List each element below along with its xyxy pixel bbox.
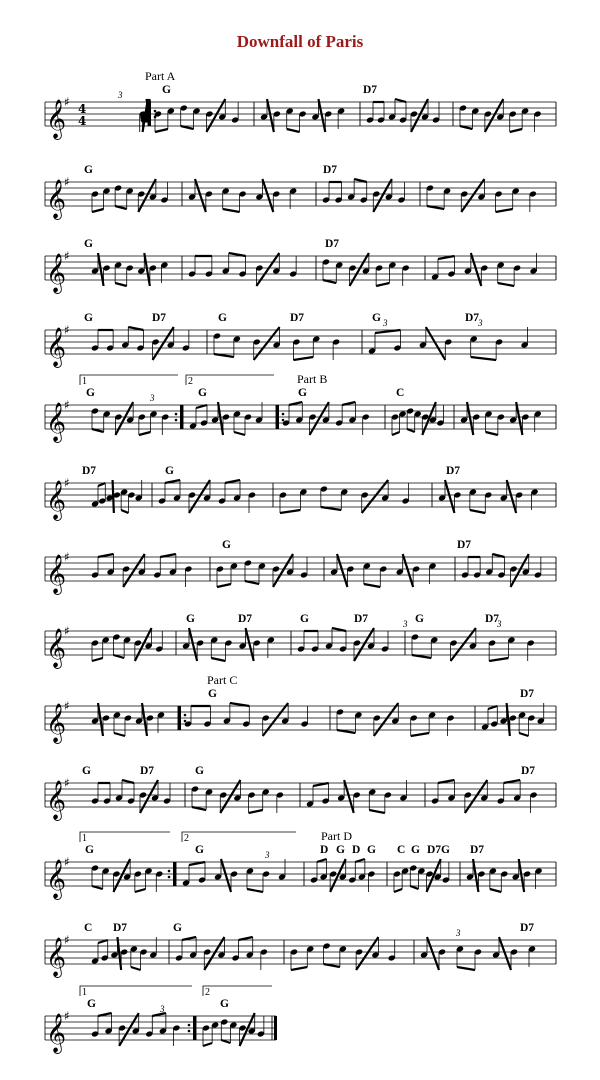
beam — [92, 429, 104, 432]
beam — [438, 256, 454, 259]
beam — [496, 209, 513, 212]
beam — [438, 780, 454, 783]
part-label: Part B — [297, 372, 328, 386]
repeat-bar — [173, 862, 176, 886]
beam — [189, 628, 197, 661]
key-sharp: ♯ — [64, 95, 70, 109]
beam — [490, 889, 501, 892]
tune-title: Downfall of Paris — [236, 32, 364, 51]
beam — [234, 432, 245, 435]
beam — [92, 209, 104, 212]
beam — [317, 859, 327, 862]
beam — [189, 862, 205, 865]
beam — [426, 327, 445, 360]
ending-number: 2 — [205, 987, 210, 998]
beam — [192, 807, 206, 810]
beam — [203, 1043, 212, 1046]
beam — [113, 480, 114, 513]
chord-symbol: G — [198, 387, 207, 399]
treble-clef: 𝄞 — [46, 780, 67, 820]
repeat-dot — [282, 413, 285, 416]
treble-clef: 𝄞 — [46, 179, 67, 219]
beam — [427, 206, 444, 209]
key-sharp: ♯ — [64, 476, 70, 490]
chord-symbol: D7 — [113, 922, 128, 934]
beam — [217, 584, 231, 587]
beam — [471, 357, 496, 360]
ending-bracket — [186, 375, 274, 385]
chord-symbol: G — [195, 765, 204, 777]
chord-symbol: D — [320, 844, 329, 856]
chord-symbol: G — [220, 998, 229, 1010]
beam — [149, 99, 150, 102]
beam — [470, 510, 485, 513]
beam — [337, 730, 355, 733]
beam — [289, 402, 302, 405]
part-label: Part D — [321, 829, 352, 843]
beam — [139, 432, 151, 435]
beam — [354, 179, 367, 182]
beam — [321, 507, 341, 510]
repeat-dot — [168, 870, 171, 873]
chord-symbol: D7 — [323, 164, 338, 176]
beam — [165, 480, 180, 483]
beam — [488, 706, 497, 709]
beam — [160, 554, 176, 557]
beam — [445, 480, 454, 513]
key-sharp: ♯ — [64, 175, 70, 189]
beam — [245, 581, 259, 584]
treble-clef: 𝄞 — [46, 859, 67, 899]
beam — [230, 703, 249, 706]
chord-symbol: G — [298, 387, 307, 399]
beam — [221, 859, 231, 892]
repeat-bar — [276, 405, 279, 429]
beam — [142, 703, 147, 736]
beam — [221, 1040, 230, 1043]
treble-clef: 𝄞 — [46, 253, 67, 293]
time-sig-top: 4 — [78, 102, 87, 116]
beam — [229, 253, 246, 256]
beam — [239, 937, 253, 940]
treble-clef: 𝄞 — [46, 703, 67, 743]
beam — [225, 480, 240, 483]
triplet-mark: 3 — [497, 619, 502, 629]
chord-symbol: D7 — [520, 922, 535, 934]
key-sharp: ♯ — [64, 933, 70, 947]
beam — [394, 889, 402, 892]
repeat-dot — [188, 1024, 191, 1027]
triplet-mark: 3 — [478, 318, 483, 328]
beam — [504, 780, 520, 783]
ending-bracket — [182, 832, 296, 842]
beam — [214, 354, 234, 357]
chord-symbol: C — [396, 387, 405, 399]
beam — [392, 432, 400, 435]
beam — [218, 402, 223, 435]
chord-symbol: D7 — [520, 688, 535, 700]
beam — [155, 129, 168, 132]
beam — [489, 658, 508, 661]
beam — [323, 280, 336, 283]
beam — [313, 783, 329, 786]
beam — [92, 886, 103, 889]
repeat-dot — [188, 1030, 191, 1033]
repeat-dot — [282, 419, 285, 422]
chord-symbol: G — [415, 613, 424, 625]
repeat-dot — [184, 720, 187, 723]
beam — [342, 402, 355, 405]
ending-number: 1 — [82, 833, 87, 844]
chord-symbol: C — [84, 922, 93, 934]
beam — [516, 402, 522, 435]
treble-clef: 𝄞 — [46, 327, 67, 367]
chord-symbol: G — [84, 164, 93, 176]
chord-symbol: G — [300, 613, 309, 625]
beam — [507, 703, 510, 736]
chord-symbol: G — [165, 465, 174, 477]
beam — [344, 780, 354, 813]
treble-clef: 𝄞 — [46, 937, 67, 977]
beam — [196, 405, 207, 408]
chord-symbol: G — [411, 844, 420, 856]
part-label: Part C — [207, 673, 238, 687]
final-bar — [274, 1016, 277, 1040]
beam — [98, 703, 103, 736]
repeat-dot — [175, 413, 178, 416]
ending-number: 1 — [82, 376, 87, 387]
chord-symbol: D7 — [465, 312, 480, 324]
beam — [113, 655, 124, 658]
beam — [492, 554, 504, 557]
treble-clef: 𝄞 — [46, 628, 67, 668]
beam — [332, 628, 346, 631]
beam — [195, 179, 206, 212]
beam — [376, 283, 389, 286]
ending-bracket — [80, 832, 170, 842]
chord-symbol: G — [222, 539, 231, 551]
chord-symbol: D7 — [446, 465, 461, 477]
beam — [369, 810, 385, 813]
beam — [410, 886, 418, 889]
beam — [460, 126, 472, 129]
beam — [498, 283, 514, 286]
beam — [375, 330, 400, 333]
triplet-mark: 3 — [383, 318, 388, 328]
beam — [181, 126, 194, 129]
key-sharp: ♯ — [64, 1009, 70, 1023]
treble-clef: 𝄞 — [46, 554, 67, 594]
beam — [246, 628, 254, 661]
beam — [403, 554, 413, 587]
key-sharp: ♯ — [64, 398, 70, 412]
beam — [471, 253, 481, 286]
beam — [318, 99, 325, 132]
chord-symbol: G — [82, 765, 91, 777]
chord-symbol: G — [372, 312, 381, 324]
ending-number: 2 — [184, 833, 189, 844]
ending-number: 2 — [188, 376, 193, 387]
chord-symbol: G — [186, 613, 195, 625]
chord-symbol: G — [208, 688, 217, 700]
beam — [115, 206, 127, 209]
repeat-dot — [175, 419, 178, 422]
time-sig-bottom: 4 — [78, 114, 87, 128]
chord-symbol: C — [397, 844, 406, 856]
repeat-bar — [178, 706, 181, 730]
key-sharp: ♯ — [64, 550, 70, 564]
beam — [144, 253, 150, 286]
beam — [457, 967, 475, 970]
chord-symbol: D7 — [238, 613, 253, 625]
beam — [355, 859, 365, 862]
key-sharp: ♯ — [64, 624, 70, 638]
beam — [486, 432, 498, 435]
beam — [122, 780, 134, 783]
beam — [146, 99, 147, 102]
beam — [293, 357, 313, 360]
chord-symbol: G — [86, 387, 95, 399]
beam — [507, 480, 516, 513]
beam — [98, 483, 105, 486]
beam — [121, 510, 128, 513]
chord-symbol: G — [336, 844, 345, 856]
beam — [267, 99, 274, 132]
chord-symbol: G — [218, 312, 227, 324]
chord-symbol: G — [84, 238, 93, 250]
chord-symbol: G — [195, 844, 204, 856]
repeat-bar — [193, 1016, 196, 1040]
beam — [407, 429, 415, 432]
chord-symbol: G — [85, 844, 94, 856]
chord-symbol: D7 — [325, 238, 340, 250]
chord-symbol: D7 — [457, 539, 472, 551]
beam — [98, 940, 108, 943]
treble-clef: 𝄞 — [46, 1013, 67, 1053]
beam — [98, 1013, 112, 1016]
treble-clef: 𝄞 — [46, 99, 67, 139]
ending-bracket — [80, 986, 192, 996]
chord-symbol: G — [84, 312, 93, 324]
beam — [114, 733, 125, 736]
beam — [128, 327, 143, 330]
beam — [510, 129, 522, 132]
key-sharp: ♯ — [64, 699, 70, 713]
beam — [291, 967, 307, 970]
chord-symbol: D7 — [290, 312, 305, 324]
beam — [131, 967, 141, 970]
beam — [519, 859, 524, 892]
repeat-dot — [184, 714, 187, 717]
beam — [337, 554, 347, 587]
key-sharp: ♯ — [64, 776, 70, 790]
beam — [499, 937, 511, 970]
key-sharp: ♯ — [64, 855, 70, 869]
chord-symbol: D7 — [470, 844, 485, 856]
beam — [98, 253, 104, 286]
key-sharp: ♯ — [64, 323, 70, 337]
triplet-mark: 3 — [456, 928, 461, 938]
repeat-dot — [154, 110, 157, 113]
beam — [262, 179, 273, 212]
beam — [249, 810, 263, 813]
chord-symbol: D7 — [521, 765, 536, 777]
beam — [395, 99, 406, 102]
triplet-mark: 3 — [118, 90, 123, 100]
treble-clef: 𝄞 — [46, 402, 67, 442]
chord-symbol: G — [162, 84, 171, 96]
beam — [364, 584, 380, 587]
chord-symbol: D7 — [140, 765, 155, 777]
beam — [211, 658, 225, 661]
beam — [287, 129, 300, 132]
triplet-mark: 3 — [265, 850, 270, 860]
repeat-bar — [180, 405, 183, 429]
part-label: Part A — [145, 69, 176, 83]
chord-symbol: D7 — [152, 312, 167, 324]
chord-symbol: D7 — [363, 84, 378, 96]
beam — [117, 937, 121, 970]
beam — [519, 733, 528, 736]
chord-symbol: G — [173, 922, 182, 934]
beam — [467, 402, 473, 435]
triplet-mark: 3 — [150, 393, 155, 403]
beam — [411, 733, 429, 736]
repeat-dot — [168, 876, 171, 879]
beam — [427, 937, 439, 970]
chord-symbol: G — [87, 998, 96, 1010]
triplet-mark: 3 — [160, 1004, 165, 1014]
beam — [324, 964, 340, 967]
beam — [115, 283, 127, 286]
chord-symbol: D7 — [354, 613, 369, 625]
beam — [182, 937, 196, 940]
key-sharp: ♯ — [64, 249, 70, 263]
beam — [412, 655, 431, 658]
chord-symbol: D7 — [82, 465, 97, 477]
treble-clef: 𝄞 — [46, 480, 67, 520]
beam — [135, 889, 146, 892]
triplet-mark: 3 — [403, 619, 408, 629]
chord-symbol: D7G — [427, 844, 450, 856]
beam — [223, 209, 240, 212]
ending-number: 1 — [82, 987, 87, 998]
beam — [280, 510, 300, 513]
beam — [92, 658, 103, 661]
beam — [98, 554, 114, 557]
chord-symbol: D — [352, 844, 361, 856]
ending-bracket — [203, 986, 272, 996]
beam — [473, 859, 478, 892]
chord-symbol: G — [367, 844, 376, 856]
beam — [247, 889, 263, 892]
ending-bracket — [80, 375, 178, 385]
chord-symbol: D7 — [485, 613, 500, 625]
